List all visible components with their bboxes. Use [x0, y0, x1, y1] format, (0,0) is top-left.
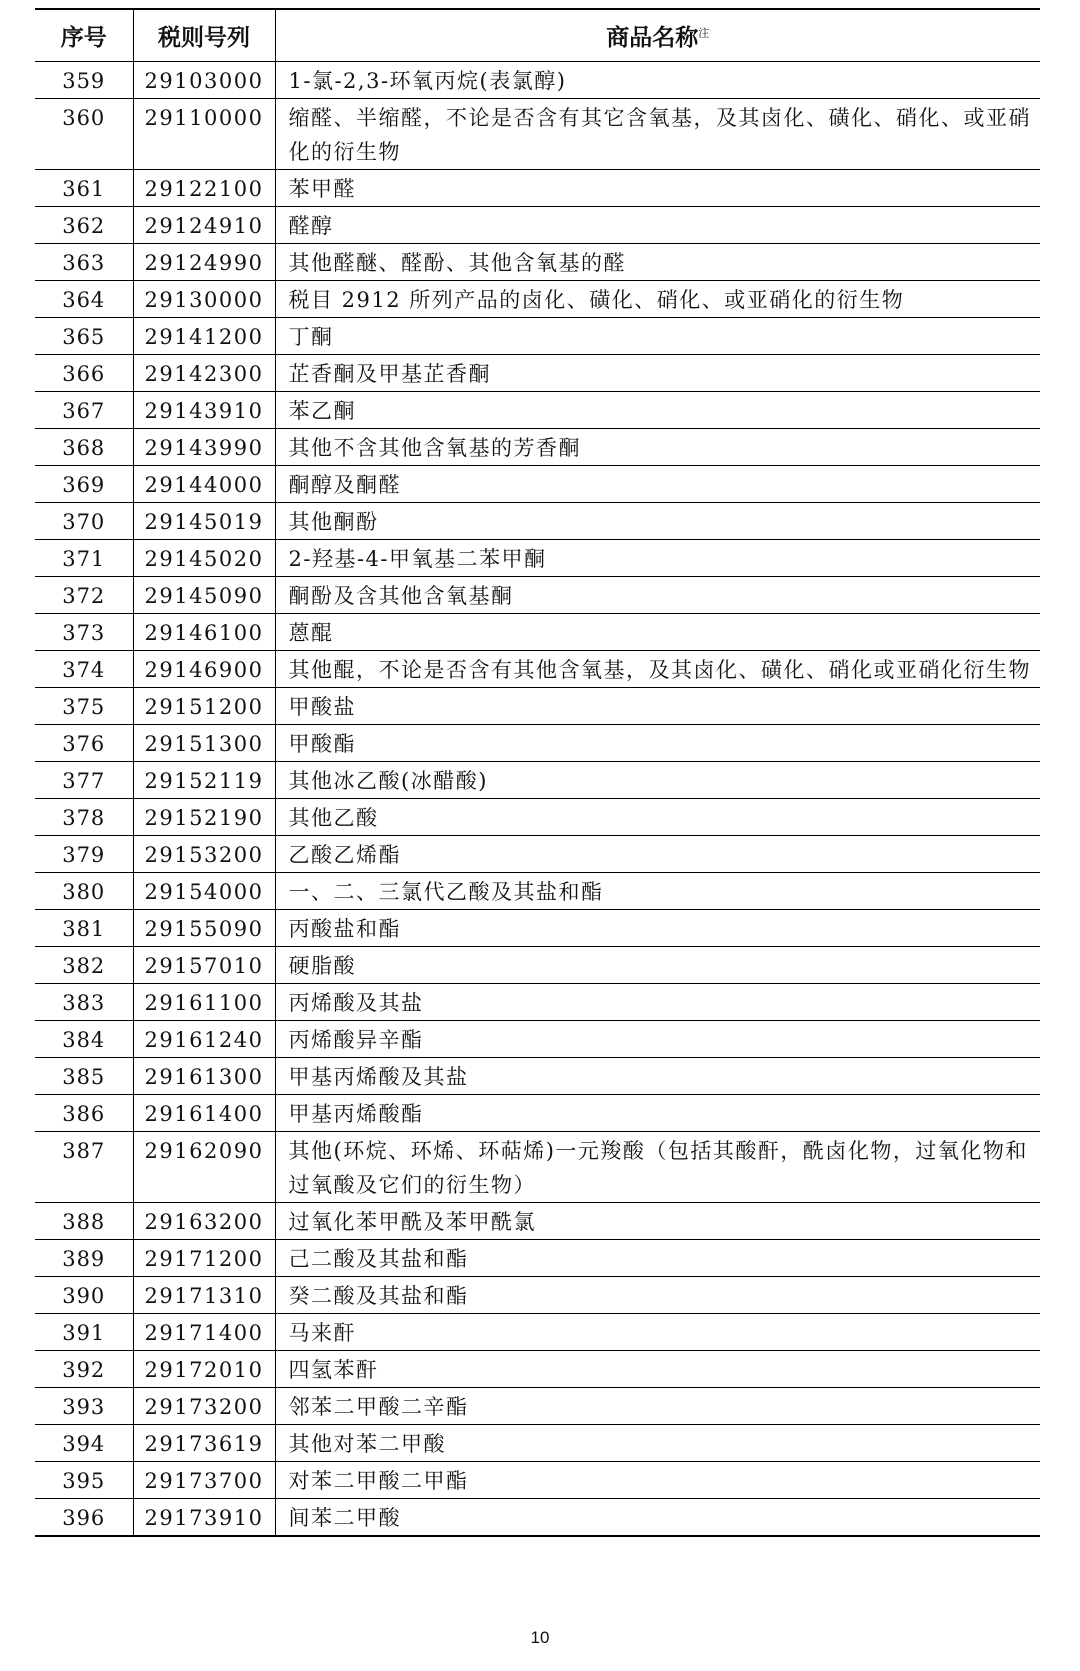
table-row	[35, 1058, 1040, 1095]
row-tariff-code: 29163200	[133, 1203, 275, 1240]
header-code: 税则号列	[133, 9, 275, 62]
tariff-document	[35, 8, 1040, 1537]
row-product-name: 丙烯酸及其盐	[275, 984, 1040, 1021]
row-seq: 370	[35, 503, 133, 540]
table-row	[35, 540, 1040, 577]
row-tariff-code: 29146900	[133, 651, 275, 688]
row-tariff-code: 29124910	[133, 207, 275, 244]
row-seq: 362	[35, 207, 133, 244]
row-seq: 389	[35, 1240, 133, 1277]
table-row	[35, 281, 1040, 318]
table-row	[35, 318, 1040, 355]
row-product-name: 一、二、三氯代乙酸及其盐和酯	[275, 873, 1040, 910]
row-tariff-code: 29142300	[133, 355, 275, 392]
row-tariff-code: 29145020	[133, 540, 275, 577]
row-tariff-code: 29162090	[133, 1132, 275, 1203]
row-seq: 386	[35, 1095, 133, 1132]
row-seq: 385	[35, 1058, 133, 1095]
row-seq: 380	[35, 873, 133, 910]
table-row	[35, 207, 1040, 244]
table-row	[35, 947, 1040, 984]
row-tariff-code: 29173700	[133, 1462, 275, 1499]
row-seq: 379	[35, 836, 133, 873]
row-product-name: 甲酸盐	[275, 688, 1040, 725]
row-seq: 374	[35, 651, 133, 688]
table-row	[35, 1095, 1040, 1132]
table-row	[35, 1388, 1040, 1425]
row-tariff-code: 29130000	[133, 281, 275, 318]
row-seq: 390	[35, 1277, 133, 1314]
table-body	[35, 62, 1040, 1537]
row-product-name: 其他对苯二甲酸	[275, 1425, 1040, 1462]
table-row	[35, 1240, 1040, 1277]
row-seq: 395	[35, 1462, 133, 1499]
row-seq: 373	[35, 614, 133, 651]
row-product-name: 其他酮酚	[275, 503, 1040, 540]
header-name-note: 注	[698, 26, 710, 40]
row-seq: 388	[35, 1203, 133, 1240]
row-seq: 367	[35, 392, 133, 429]
row-tariff-code: 29157010	[133, 947, 275, 984]
row-seq: 383	[35, 984, 133, 1021]
table-row	[35, 1425, 1040, 1462]
row-tariff-code: 29124990	[133, 244, 275, 281]
table-row	[35, 1351, 1040, 1388]
row-product-name: 邻苯二甲酸二辛酯	[275, 1388, 1040, 1425]
row-product-name: 苯乙酮	[275, 392, 1040, 429]
table-row	[35, 1277, 1040, 1314]
row-tariff-code: 29103000	[133, 62, 275, 99]
row-tariff-code: 29153200	[133, 836, 275, 873]
table-row	[35, 62, 1040, 99]
table-row	[35, 836, 1040, 873]
header-name: 商品名称	[606, 25, 699, 51]
row-tariff-code: 29152190	[133, 799, 275, 836]
row-product-name: 丙酸盐和酯	[275, 910, 1040, 947]
row-product-name: 马来酐	[275, 1314, 1040, 1351]
row-tariff-code: 29151200	[133, 688, 275, 725]
row-tariff-code: 29161400	[133, 1095, 275, 1132]
row-tariff-code: 29144000	[133, 466, 275, 503]
row-product-name: 甲酸酯	[275, 725, 1040, 762]
row-product-name: 1-氯-2,3-环氧丙烷(表氯醇)	[275, 62, 1040, 99]
table-row	[35, 1203, 1040, 1240]
table-row	[35, 651, 1040, 688]
row-product-name: 其他冰乙酸(冰醋酸)	[275, 762, 1040, 799]
tariff-table	[35, 8, 1040, 1537]
row-tariff-code: 29152119	[133, 762, 275, 799]
row-product-name: 2-羟基-4-甲氧基二苯甲酮	[275, 540, 1040, 577]
row-seq: 366	[35, 355, 133, 392]
row-product-name: 癸二酸及其盐和酯	[275, 1277, 1040, 1314]
table-row	[35, 1462, 1040, 1499]
row-seq: 393	[35, 1388, 133, 1425]
row-product-name: 酮醇及酮醛	[275, 466, 1040, 503]
row-seq: 359	[62, 69, 106, 93]
row-product-name: 其他(环烷、环烯、环萜烯)一元羧酸（包括其酸酐，酰卤化物，过氧化物和过氧酸及它们的衍生物）	[275, 1132, 1040, 1203]
row-product-name: 丙烯酸异辛酯	[275, 1021, 1040, 1058]
row-seq: 384	[35, 1021, 133, 1058]
table-row	[35, 1021, 1040, 1058]
row-tariff-code: 29143910	[133, 392, 275, 429]
row-product-name: 其他不含其他含氧基的芳香酮	[275, 429, 1040, 466]
table-row	[35, 503, 1040, 540]
row-seq: 381	[35, 910, 133, 947]
row-seq: 360	[35, 99, 133, 170]
row-product-name: 苯甲醛	[275, 170, 1040, 207]
row-tariff-code: 29122100	[133, 170, 275, 207]
row-seq: 392	[35, 1351, 133, 1388]
row-product-name: 甲基丙烯酸及其盐	[275, 1058, 1040, 1095]
table-row	[35, 1132, 1040, 1203]
row-product-name: 缩醛、半缩醛，不论是否含有其它含氧基，及其卤化、磺化、硝化、或亚硝化的衍生物	[275, 99, 1040, 170]
table-row	[35, 429, 1040, 466]
table-row	[35, 392, 1040, 429]
row-tariff-code: 29161300	[133, 1058, 275, 1095]
table-row	[35, 799, 1040, 836]
row-seq: 376	[35, 725, 133, 762]
row-product-name: 其他醌，不论是否含有其他含氧基，及其卤化、磺化、硝化或亚硝化衍生物	[275, 651, 1040, 688]
table-row	[35, 170, 1040, 207]
row-tariff-code: 29155090	[133, 910, 275, 947]
row-tariff-code: 29173910	[133, 1499, 275, 1537]
table-row	[35, 577, 1040, 614]
row-tariff-code: 29161240	[133, 1021, 275, 1058]
table-row	[35, 910, 1040, 947]
row-seq: 365	[35, 318, 133, 355]
table-row	[35, 614, 1040, 651]
row-seq: 377	[35, 762, 133, 799]
row-seq: 394	[35, 1425, 133, 1462]
row-seq: 387	[35, 1132, 133, 1203]
row-seq: 364	[35, 281, 133, 318]
table-row	[35, 762, 1040, 799]
row-product-name: 四氢苯酐	[275, 1351, 1040, 1388]
page-number: 10	[530, 1628, 550, 1647]
table-row	[35, 244, 1040, 281]
row-seq: 378	[35, 799, 133, 836]
header-name-cell	[275, 9, 1040, 62]
row-product-name: 乙酸乙烯酯	[275, 836, 1040, 873]
row-tariff-code: 29146100	[133, 614, 275, 651]
row-tariff-code: 29141200	[133, 318, 275, 355]
row-seq: 396	[35, 1499, 133, 1537]
row-seq: 369	[35, 466, 133, 503]
row-seq: 372	[35, 577, 133, 614]
table-row	[35, 1499, 1040, 1537]
row-tariff-code: 29173200	[133, 1388, 275, 1425]
row-tariff-code: 29171200	[133, 1240, 275, 1277]
row-tariff-code: 29172010	[133, 1351, 275, 1388]
row-tariff-code: 29145019	[133, 503, 275, 540]
row-product-name: 丁酮	[275, 318, 1040, 355]
row-product-name: 甲基丙烯酸酯	[275, 1095, 1040, 1132]
row-seq: 382	[35, 947, 133, 984]
row-tariff-code: 29151300	[133, 725, 275, 762]
row-product-name: 对苯二甲酸二甲酯	[275, 1462, 1040, 1499]
row-tariff-code: 29143990	[133, 429, 275, 466]
row-product-name: 税目 2912 所列产品的卤化、磺化、硝化、或亚硝化的衍生物	[275, 281, 1040, 318]
row-tariff-code: 29173619	[133, 1425, 275, 1462]
table-row	[35, 873, 1040, 910]
table-row	[35, 466, 1040, 503]
table-row	[35, 1314, 1040, 1351]
table-row	[35, 725, 1040, 762]
row-product-name: 硬脂酸	[275, 947, 1040, 984]
table-row	[35, 355, 1040, 392]
row-tariff-code: 29154000	[133, 873, 275, 910]
row-product-name: 间苯二甲酸	[275, 1499, 1040, 1537]
row-product-name: 其他乙酸	[275, 799, 1040, 836]
row-product-name: 芷香酮及甲基芷香酮	[275, 355, 1040, 392]
header-seq: 序号	[35, 9, 133, 62]
header-row	[35, 9, 1040, 62]
row-seq: 363	[35, 244, 133, 281]
row-product-name: 其他醛醚、醛酚、其他含氧基的醛	[275, 244, 1040, 281]
row-seq: 391	[35, 1314, 133, 1351]
row-tariff-code: 29161100	[133, 984, 275, 1021]
row-tariff-code: 29171310	[133, 1277, 275, 1314]
row-seq: 361	[35, 170, 133, 207]
table-row	[35, 99, 1040, 170]
row-seq: 368	[35, 429, 133, 466]
row-product-name: 己二酸及其盐和酯	[275, 1240, 1040, 1277]
row-product-name: 蒽醌	[275, 614, 1040, 651]
row-product-name: 过氧化苯甲酰及苯甲酰氯	[275, 1203, 1040, 1240]
row-product-name: 醛醇	[275, 207, 1040, 244]
table-row	[35, 688, 1040, 725]
row-seq: 375	[35, 688, 133, 725]
row-product-name: 酮酚及含其他含氧基酮	[275, 577, 1040, 614]
row-tariff-code: 29171400	[133, 1314, 275, 1351]
table-header	[35, 9, 1040, 62]
row-tariff-code: 29110000	[133, 99, 275, 170]
table-row	[35, 984, 1040, 1021]
row-seq: 371	[35, 540, 133, 577]
row-tariff-code: 29145090	[133, 577, 275, 614]
